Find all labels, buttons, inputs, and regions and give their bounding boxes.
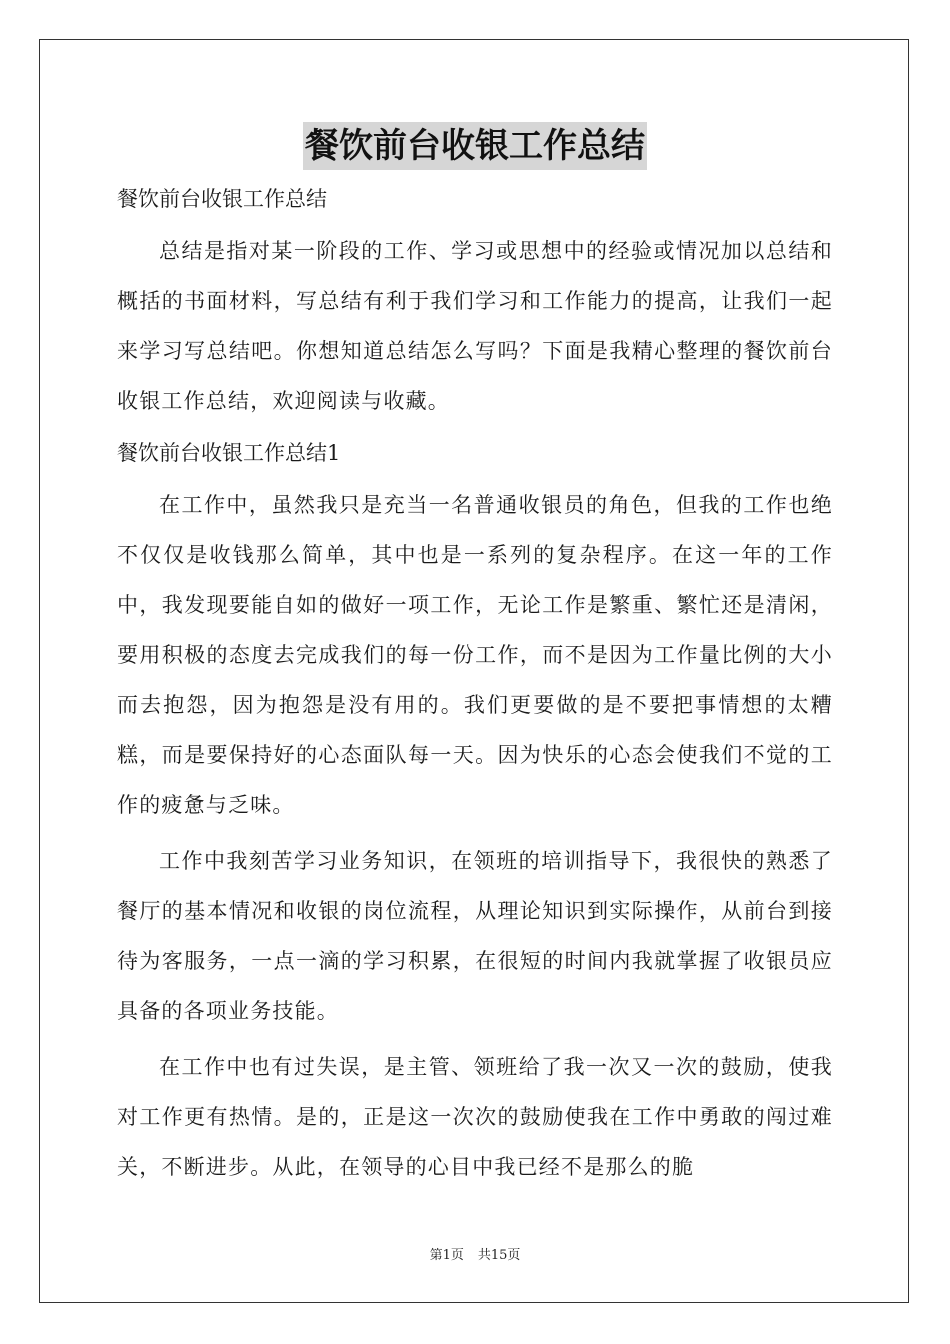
page-footer xyxy=(0,1247,950,1265)
document-subtitle: 餐饮前台收银工作总结 xyxy=(117,187,327,211)
body-paragraph-3: 在工作中也有过失误，是主管、领班给了我一次又一次的鼓励，使我对工作更有热情。是的，正是这一次次的鼓励使我在工作中勇敢的闯过难关，不断进步。从此，在领导的心目中我已经不是那么的脆 xyxy=(117,1055,833,1179)
section-heading: 餐饮前台收银工作总结1 xyxy=(117,441,341,465)
intro-paragraph: 总结是指对某一阶段的工作、学习或思想中的经验或情况加以总结和概括的书面材料，写总结有利于我们学习和工作能力的提高，让我们一起来学习写总结吧。你想知道总结怎么写吗？下面是我精心整理的餐饮前台收银工作总结，欢迎阅读与收藏。 xyxy=(117,239,833,413)
document-title: 餐饮前台收银工作总结 xyxy=(303,122,647,170)
body-paragraph-1: 在工作中，虽然我只是充当一名普通收银员的角色，但我的工作也绝不仅仅是收钱那么简单，其中也是一系列的复杂程序。在这一年的工作中，我发现要能自如的做好一项工作，无论工作是繁重、繁忙还是清闲，要用积极的态度去完成我们的每一份工作，而不是因为工作量比例的大小而去抱怨，因为抱怨是没有用的。我们更要做的是不要把事情想的太糟糕，而是要保持好的心态面队每一天。因为快乐的心态会使我们不觉的工作的疲惫与乏味。 xyxy=(117,493,833,817)
document-body xyxy=(117,178,833,1198)
page-number-total: 共15页 xyxy=(477,1248,521,1263)
title-area xyxy=(0,122,950,170)
body-paragraph-2: 工作中我刻苦学习业务知识，在领班的培训指导下，我很快的熟悉了餐厅的基本情况和收银的岗位流程，从理论知识到实际操作，从前台到接待为客服务，一点一滴的学习积累，在很短的时间内我就掌握了收银员应具备的各项业务技能。 xyxy=(117,849,833,1023)
page-number-current: 第1页 xyxy=(429,1248,464,1263)
